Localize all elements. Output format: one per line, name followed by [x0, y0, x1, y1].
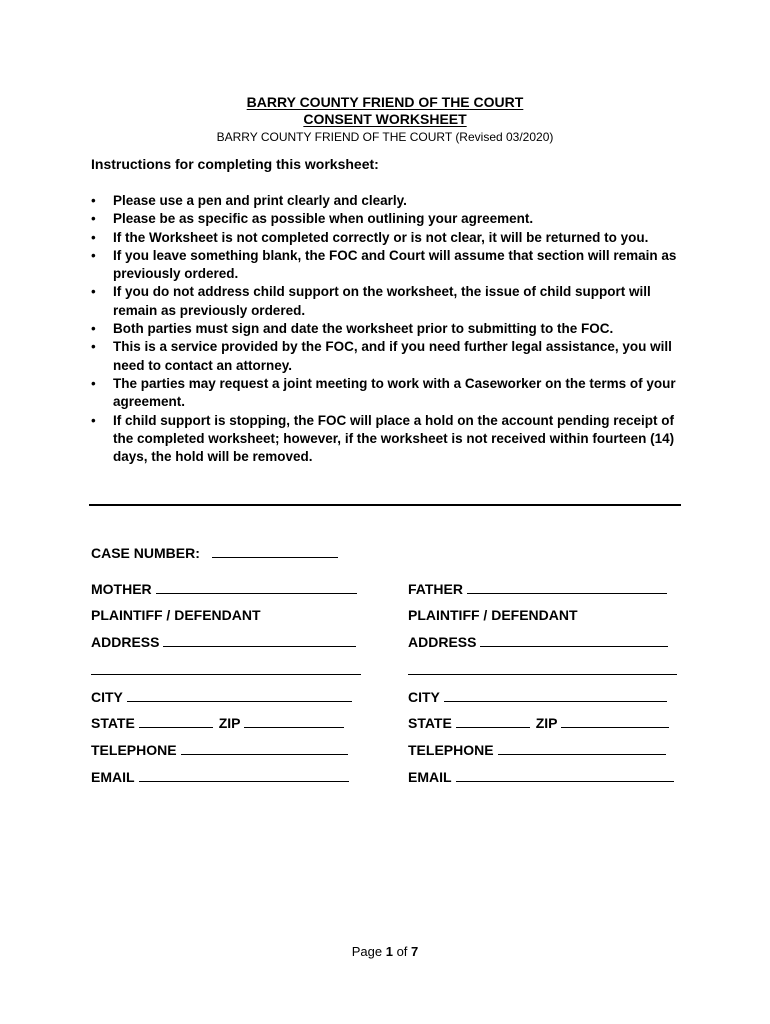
mother-zip-label: ZIP [218, 715, 241, 731]
father-telephone-field[interactable] [498, 740, 666, 755]
father-zip-label: ZIP [535, 715, 558, 731]
father-state-label: STATE [408, 715, 452, 731]
list-item-text: Please be as specific as possible when outlining your agreement. [113, 211, 534, 227]
case-number-row [91, 543, 338, 562]
list-item [91, 375, 691, 412]
list-item-text: This is a service provided by the FOC, and if you need further legal assistance, you will need to contact an attorney. [113, 339, 672, 373]
page-number [0, 944, 770, 960]
bullet-icon: • [91, 193, 96, 208]
bullet-icon: • [91, 211, 96, 227]
father-city-field[interactable] [444, 687, 667, 702]
bullet-icon: • [91, 247, 96, 263]
mother-city-field[interactable] [127, 687, 352, 702]
mother-role-row [91, 606, 261, 624]
section-divider [89, 504, 681, 506]
mother-zip-field[interactable] [244, 713, 344, 728]
list-item-text: If the Worksheet is not completed correctly or is not clear, it will be returned to you. [113, 229, 649, 245]
father-address-field[interactable] [480, 632, 668, 647]
father-email-row [408, 767, 674, 786]
title-line-1: BARRY COUNTY FRIEND OF THE COURT [246, 94, 524, 110]
father-email-field[interactable] [456, 767, 674, 782]
bullet-icon: • [91, 339, 96, 355]
bullet-icon: • [91, 229, 96, 245]
mother-role-label: PLAINTIFF / DEFENDANT [91, 607, 261, 623]
mother-email-row [91, 767, 349, 786]
list-item [91, 247, 691, 284]
list-item [91, 320, 691, 338]
mother-email-field[interactable] [139, 767, 349, 782]
mother-address-line2-field[interactable] [91, 660, 361, 675]
mother-label: MOTHER [91, 581, 152, 597]
mother-state-field[interactable] [139, 713, 213, 728]
list-item [91, 412, 691, 467]
father-address-row [408, 632, 668, 651]
document-header [0, 94, 770, 145]
father-address-line2-row [408, 660, 677, 679]
mother-address-label: ADDRESS [91, 634, 160, 650]
page-of-label: of [396, 944, 408, 959]
list-item-text: Both parties must sign and date the worksheet prior to submitting to the FOC. [113, 321, 614, 337]
father-telephone-label: TELEPHONE [408, 742, 494, 758]
list-item-text: The parties may request a joint meeting to work with a Caseworker on the terms of your agreement. [113, 375, 676, 410]
list-item [91, 338, 691, 375]
father-role-row [408, 606, 578, 624]
mother-telephone-field[interactable] [181, 740, 348, 755]
case-number-field[interactable] [212, 543, 338, 558]
bullet-icon: • [91, 375, 96, 391]
mother-address-row [91, 632, 356, 651]
father-address-line2-field[interactable] [408, 660, 677, 675]
father-role-label: PLAINTIFF / DEFENDANT [408, 607, 578, 623]
mother-address-field[interactable] [163, 632, 356, 647]
list-item-text: If you leave something blank, the FOC and Court will assume that section will remain as previously ordered. [113, 247, 677, 282]
mother-city-label: CITY [91, 689, 123, 705]
father-label: FATHER [408, 581, 463, 597]
father-address-label: ADDRESS [408, 634, 477, 650]
father-name-row [408, 579, 667, 598]
father-city-label: CITY [408, 689, 440, 705]
bullet-icon: • [91, 412, 96, 428]
list-item [91, 210, 691, 228]
list-item [91, 283, 691, 320]
current-page: 1 [385, 944, 393, 959]
list-item-text: If you do not address child support on the worksheet, the issue of child support will remain as previously ordered. [113, 284, 651, 318]
father-state-zip-row [408, 713, 669, 732]
list-item [91, 229, 691, 247]
list-item [91, 192, 691, 210]
father-state-field[interactable] [456, 713, 530, 728]
mother-city-row [91, 687, 352, 706]
bullet-icon: • [91, 284, 96, 300]
mother-email-label: EMAIL [91, 769, 135, 785]
mother-state-zip-row [91, 713, 344, 732]
list-item-text: If child support is stopping, the FOC will place a hold on the account pending receipt of the completed worksheet; however, if the worksheet is not received within fourteen (14) days, the hold will be removed. [113, 412, 675, 465]
title-line-2: CONSENT WORKSHEET [303, 111, 467, 127]
page-prefix: Page [351, 944, 383, 959]
revision-note: BARRY COUNTY FRIEND OF THE COURT (Revised 03/2020) [216, 130, 554, 144]
mother-telephone-row [91, 740, 348, 759]
mother-telephone-label: TELEPHONE [91, 742, 177, 758]
father-zip-field[interactable] [561, 713, 669, 728]
father-city-row [408, 687, 667, 706]
total-pages: 7 [411, 944, 419, 959]
instructions-list [91, 192, 691, 466]
list-item-text: Please use a pen and print clearly and clearly. [113, 193, 407, 208]
mother-state-label: STATE [91, 715, 135, 731]
bullet-icon: • [91, 321, 96, 337]
mother-address-line2-row [91, 660, 361, 679]
case-number-label: CASE NUMBER: [91, 545, 200, 561]
father-name-field[interactable] [467, 579, 667, 594]
father-email-label: EMAIL [408, 769, 452, 785]
father-telephone-row [408, 740, 666, 759]
instructions-heading: Instructions for completing this worksheet: [91, 156, 379, 172]
mother-name-field[interactable] [156, 579, 357, 594]
mother-name-row [91, 579, 357, 598]
